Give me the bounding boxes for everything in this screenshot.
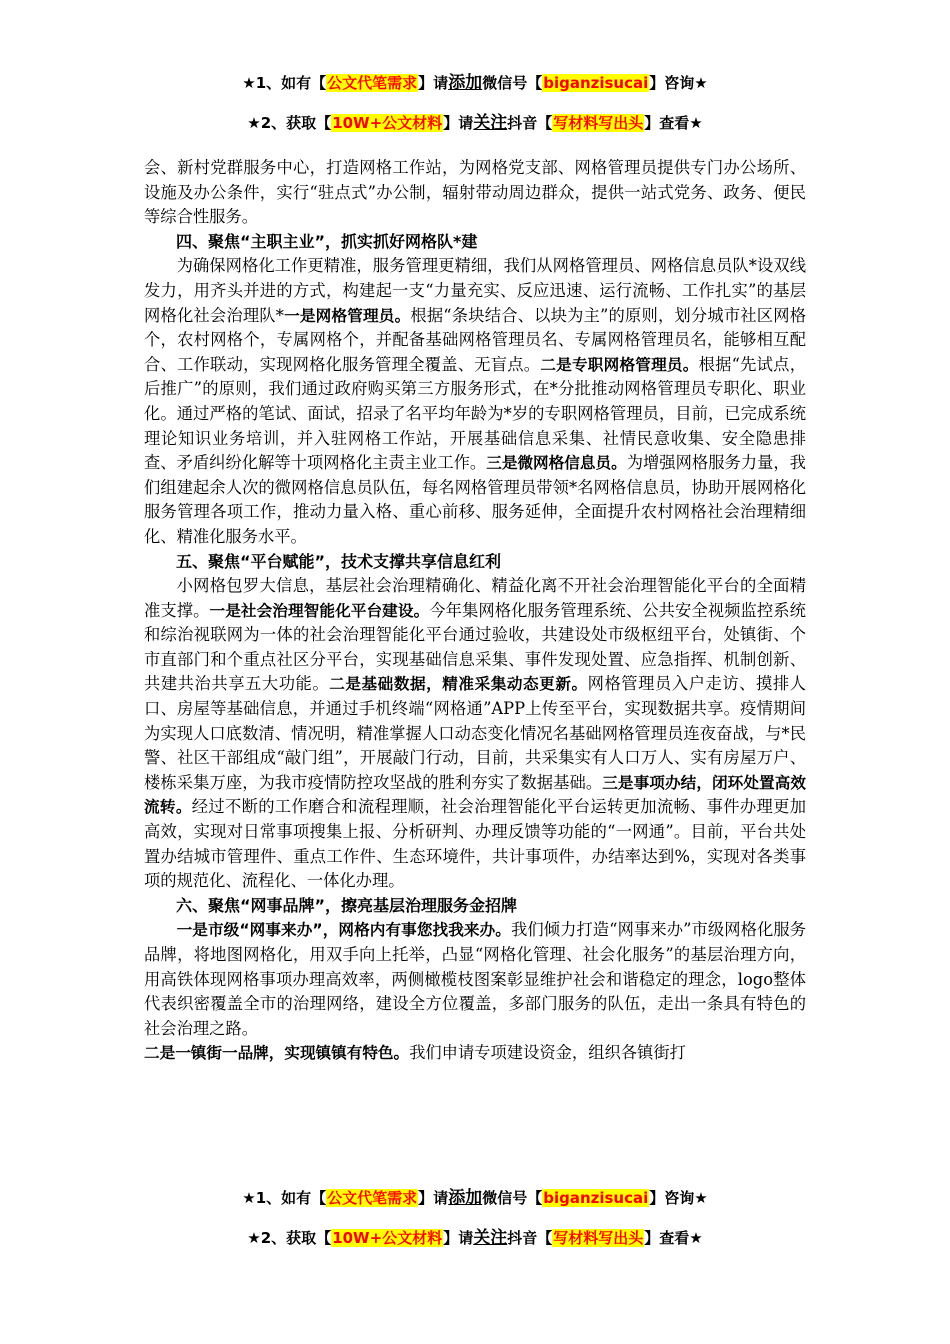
paragraph: [144, 574, 806, 894]
banner-text: 】查看★: [644, 1229, 703, 1247]
paragraph-text: 我们申请专项建设资金，组织各镇街打: [409, 1043, 686, 1063]
paragraph-text: 为增强网格服务力量，我们组建起余人次的微网格信息员队伍，每名网格管理员带领*名网格信息员，协助开展网格化服务管理各项工作，推动力量入格、重心前移、服务延伸，全面提升农村网格社会治理精细化、精准化服务水平。: [144, 453, 806, 546]
header-banner-line-2: [0, 112, 950, 134]
section-heading-6: 六、聚焦“网事品牌”，擦亮基层治理服务金招牌: [176, 895, 518, 915]
section-heading-5: 五、聚焦“平台赋能”，技术支撑共享信息红利: [176, 551, 502, 571]
paragraph-text: 为确保网格化工作更精准，服务管理更精细，我们从网格管理员、网格信息员队*设双线发力，用齐头并进的方式，构建起一支“力量充实、反应迅速、运行流畅、工作扎实”的基层网格化社会治理队*: [144, 256, 806, 325]
bold-lead: 三是微网格信息员。: [486, 454, 627, 473]
paragraph: 会、新村党群服务中心，打造网格工作站，为网格党支部、网格管理员提供专门办公场所、设施及办公条件，实行“驻点式”办公制，辐射带动周边群众，提供一站式党务、政务、便民等综合性服务。: [144, 158, 806, 227]
paragraph-text: 我们倾力打造“网事来办”市级网格化服务品牌，将地图网格化，用双手向上托举，凸显“网格化管理、社会化服务”的基层治理方向，用高铁体现网格事项办理高效率，两侧橄榄枝图案彰显维护社会和谐稳定的理念，logo整体代表织密覆盖全市的治理网络，建设全方位覆盖，多部门服务的队伍，走出一条具有特色的社会治理之路。: [144, 920, 807, 1038]
banner-text: 】请: [418, 74, 449, 92]
highlight-text: 公文代笔需求: [327, 1189, 418, 1207]
banner-text: 抖音【: [507, 114, 553, 132]
banner-text: 微信号【: [482, 74, 543, 92]
document-body: [144, 156, 806, 1066]
bold-lead: 二是基础数据，精准采集动态更新。: [329, 675, 588, 694]
paragraph-text: 根据“条块结合、以块为主”的原则，划分城市社区网格个，农村网格个，专属网格个，并配备基础网格管理员名、专属网格管理员名，能够相互配合、工作联动，实现网格化服务管理全覆盖、无盲点。: [144, 305, 806, 374]
banner-text: 】咨询★: [649, 1189, 708, 1207]
banner-text: ★2、获取【: [247, 114, 332, 132]
banner-text: 】咨询★: [649, 74, 708, 92]
douyin-account: 写材料写出头: [553, 1229, 644, 1247]
highlight-text: 10W+公文材料: [332, 1229, 443, 1247]
underlined-text: 关注: [473, 113, 508, 133]
paragraph: [144, 918, 806, 1041]
underlined-text: 添加: [448, 1188, 483, 1208]
wechat-id: biganzisucai: [543, 74, 649, 92]
bold-lead: 二是一镇街一品牌，实现镇镇有特色。: [144, 1044, 410, 1063]
highlight-text: 公文代笔需求: [327, 74, 418, 92]
paragraph: [144, 254, 806, 549]
banner-text: 微信号【: [482, 1189, 543, 1207]
banner-text: ★1、如有【: [242, 74, 327, 92]
paragraph-text: 今年集网格化服务管理系统、公共安全视频监控系统和综治视联网为一体的社会治理智能化平台通过验收，共建设处市级枢纽平台，处镇街、个市直部门和个重点社区分平台，实现基础信息采集、事件发现处置、应急指挥、机制创新、共建共治共享五大功能。: [144, 600, 806, 694]
underlined-text: 关注: [473, 1228, 508, 1248]
douyin-account: 写材料写出头: [553, 114, 644, 132]
banner-text: ★2、获取【: [247, 1229, 332, 1247]
banner-text: 】请: [443, 114, 474, 132]
bold-lead: 一是网格管理员。: [283, 306, 411, 325]
paragraph: [144, 1041, 806, 1066]
highlight-text: 10W+公文材料: [332, 114, 443, 132]
section-heading-4: 四、聚焦“主职主业”，抓实抓好网格队*建: [176, 231, 478, 251]
bold-lead: 一是市级“网事来办”，网格内有事您找我来办。: [176, 921, 511, 940]
banner-text: 】请: [443, 1229, 474, 1247]
underlined-text: 添加: [448, 73, 483, 93]
banner-text: 】查看★: [644, 114, 703, 132]
bold-lead: 二是专职网格管理员。: [540, 355, 699, 374]
bold-lead: 一是社会治理智能化平台建设。: [209, 601, 430, 620]
paragraph-text: 网格管理员入户走访、摸排人口、房屋等基础信息，并通过手机终端“网格通”APP上传至平台，实现数据共享。疫情期间为实现人口底数清、情况明，精准掌握人口动态变化情况名基础网格管理员连夜奋战，与*民警、社区干部组成“敲门组”，开展敲门行动，目前，共采集实有人口万人、实有房屋万户、楼栋采集万座，为我市疫情防控攻坚战的胜利夯实了数据基础。: [144, 674, 806, 792]
banner-text: 】请: [418, 1189, 449, 1207]
footer-banner-line-2: [0, 1227, 950, 1249]
header-banner-line-1: [0, 72, 950, 94]
paragraph-text: 根据“先试点，后推广”的原则，我们通过政府购买第三方服务形式，在*分批推动网格管理员专职化、职业化。通过严格的笔试、面试，招录了名平均年龄为*岁的专职网格管理员，目前，已完成系统理论知识业务培训，并入驻网格工作站，开展基础信息采集、社情民意收集、安全隐患排查、矛盾纠纷化解等十项网格化主责主业工作。: [144, 354, 806, 473]
paragraph-text: 经过不断的工作磨合和流程理顺，社会治理智能化平台运转更加流畅、事件办理更加高效，实现对日常事项搜集上报、分析研判、办理反馈等功能的“一网通”。目前，平台共处置办结城市管理件、重点工作件、生态环境件，共计事项件，办结率达到%，实现对各类事项的规范化、流程化、一体化办理。: [144, 797, 806, 891]
banner-text: 抖音【: [507, 1229, 553, 1247]
paragraph-text: 小网格包罗大信息，基层社会治理精确化、精益化离不开社会治理智能化平台的全面精准支撑。: [144, 576, 806, 620]
wechat-id: biganzisucai: [543, 1189, 649, 1207]
bold-lead: 三是事项办结，闭环处置高效流转。: [144, 773, 806, 817]
footer-banner-line-1: [0, 1187, 950, 1209]
banner-text: ★1、如有【: [242, 1189, 327, 1207]
